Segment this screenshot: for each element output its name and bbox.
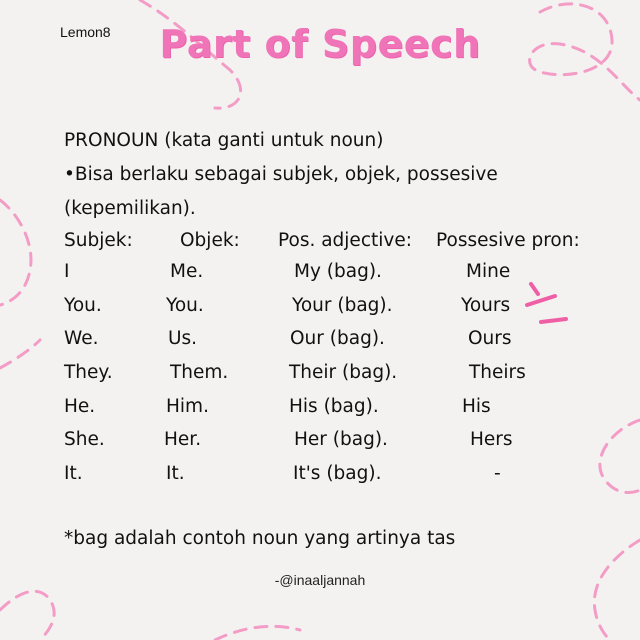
table-cell: Theirs: [469, 362, 526, 383]
table-cell: His (bag).: [289, 396, 379, 417]
table-cell: Her (bag).: [294, 429, 388, 450]
header-pos-adjective: Pos. adjective:: [278, 230, 412, 251]
table-cell: They.: [64, 362, 113, 383]
intro-description-continued: (kepemilikan).: [64, 198, 196, 219]
table-cell: Him.: [166, 396, 209, 417]
intro-description: •Bisa berlaku sebagai subjek, objek, possesive: [64, 164, 498, 185]
table-cell: -: [494, 463, 501, 484]
table-cell: Her.: [164, 429, 202, 450]
table-cell: I: [64, 261, 70, 282]
table-cell: Your (bag).: [292, 295, 393, 316]
header-subjek: Subjek:: [64, 230, 133, 251]
table-cell: You.: [166, 295, 204, 316]
table-cell: Me.: [170, 261, 204, 282]
table-cell: Ours: [468, 328, 512, 349]
table-cell: Hers: [470, 429, 513, 450]
footnote: *bag adalah contoh noun yang artinya tas: [64, 528, 456, 549]
table-cell: It.: [64, 463, 83, 484]
table-cell: Yours: [461, 295, 511, 316]
header-objek: Objek:: [180, 230, 240, 251]
table-cell: You.: [64, 295, 102, 316]
table-cell: Their (bag).: [289, 362, 398, 383]
header-possesive-pron: Possesive pron:: [436, 230, 580, 251]
table-cell: He.: [64, 396, 96, 417]
table-cell: It.: [166, 463, 185, 484]
table-cell: She.: [64, 429, 105, 450]
intro-heading: PRONOUN (kata ganti untuk noun): [64, 130, 384, 151]
page-title: Part of Speech: [159, 22, 481, 66]
table-cell: Our (bag).: [290, 328, 385, 349]
brand-label: Lemon8: [60, 24, 111, 40]
table-cell: Them.: [170, 362, 229, 383]
table-cell: We.: [64, 328, 99, 349]
table-cell: Us.: [168, 328, 198, 349]
table-cell: His: [462, 396, 491, 417]
table-cell: Mine: [466, 261, 511, 282]
author-credit: -@inaaljannah: [274, 572, 366, 588]
table-cell: It's (bag).: [293, 463, 382, 484]
table-cell: My (bag).: [294, 261, 382, 282]
